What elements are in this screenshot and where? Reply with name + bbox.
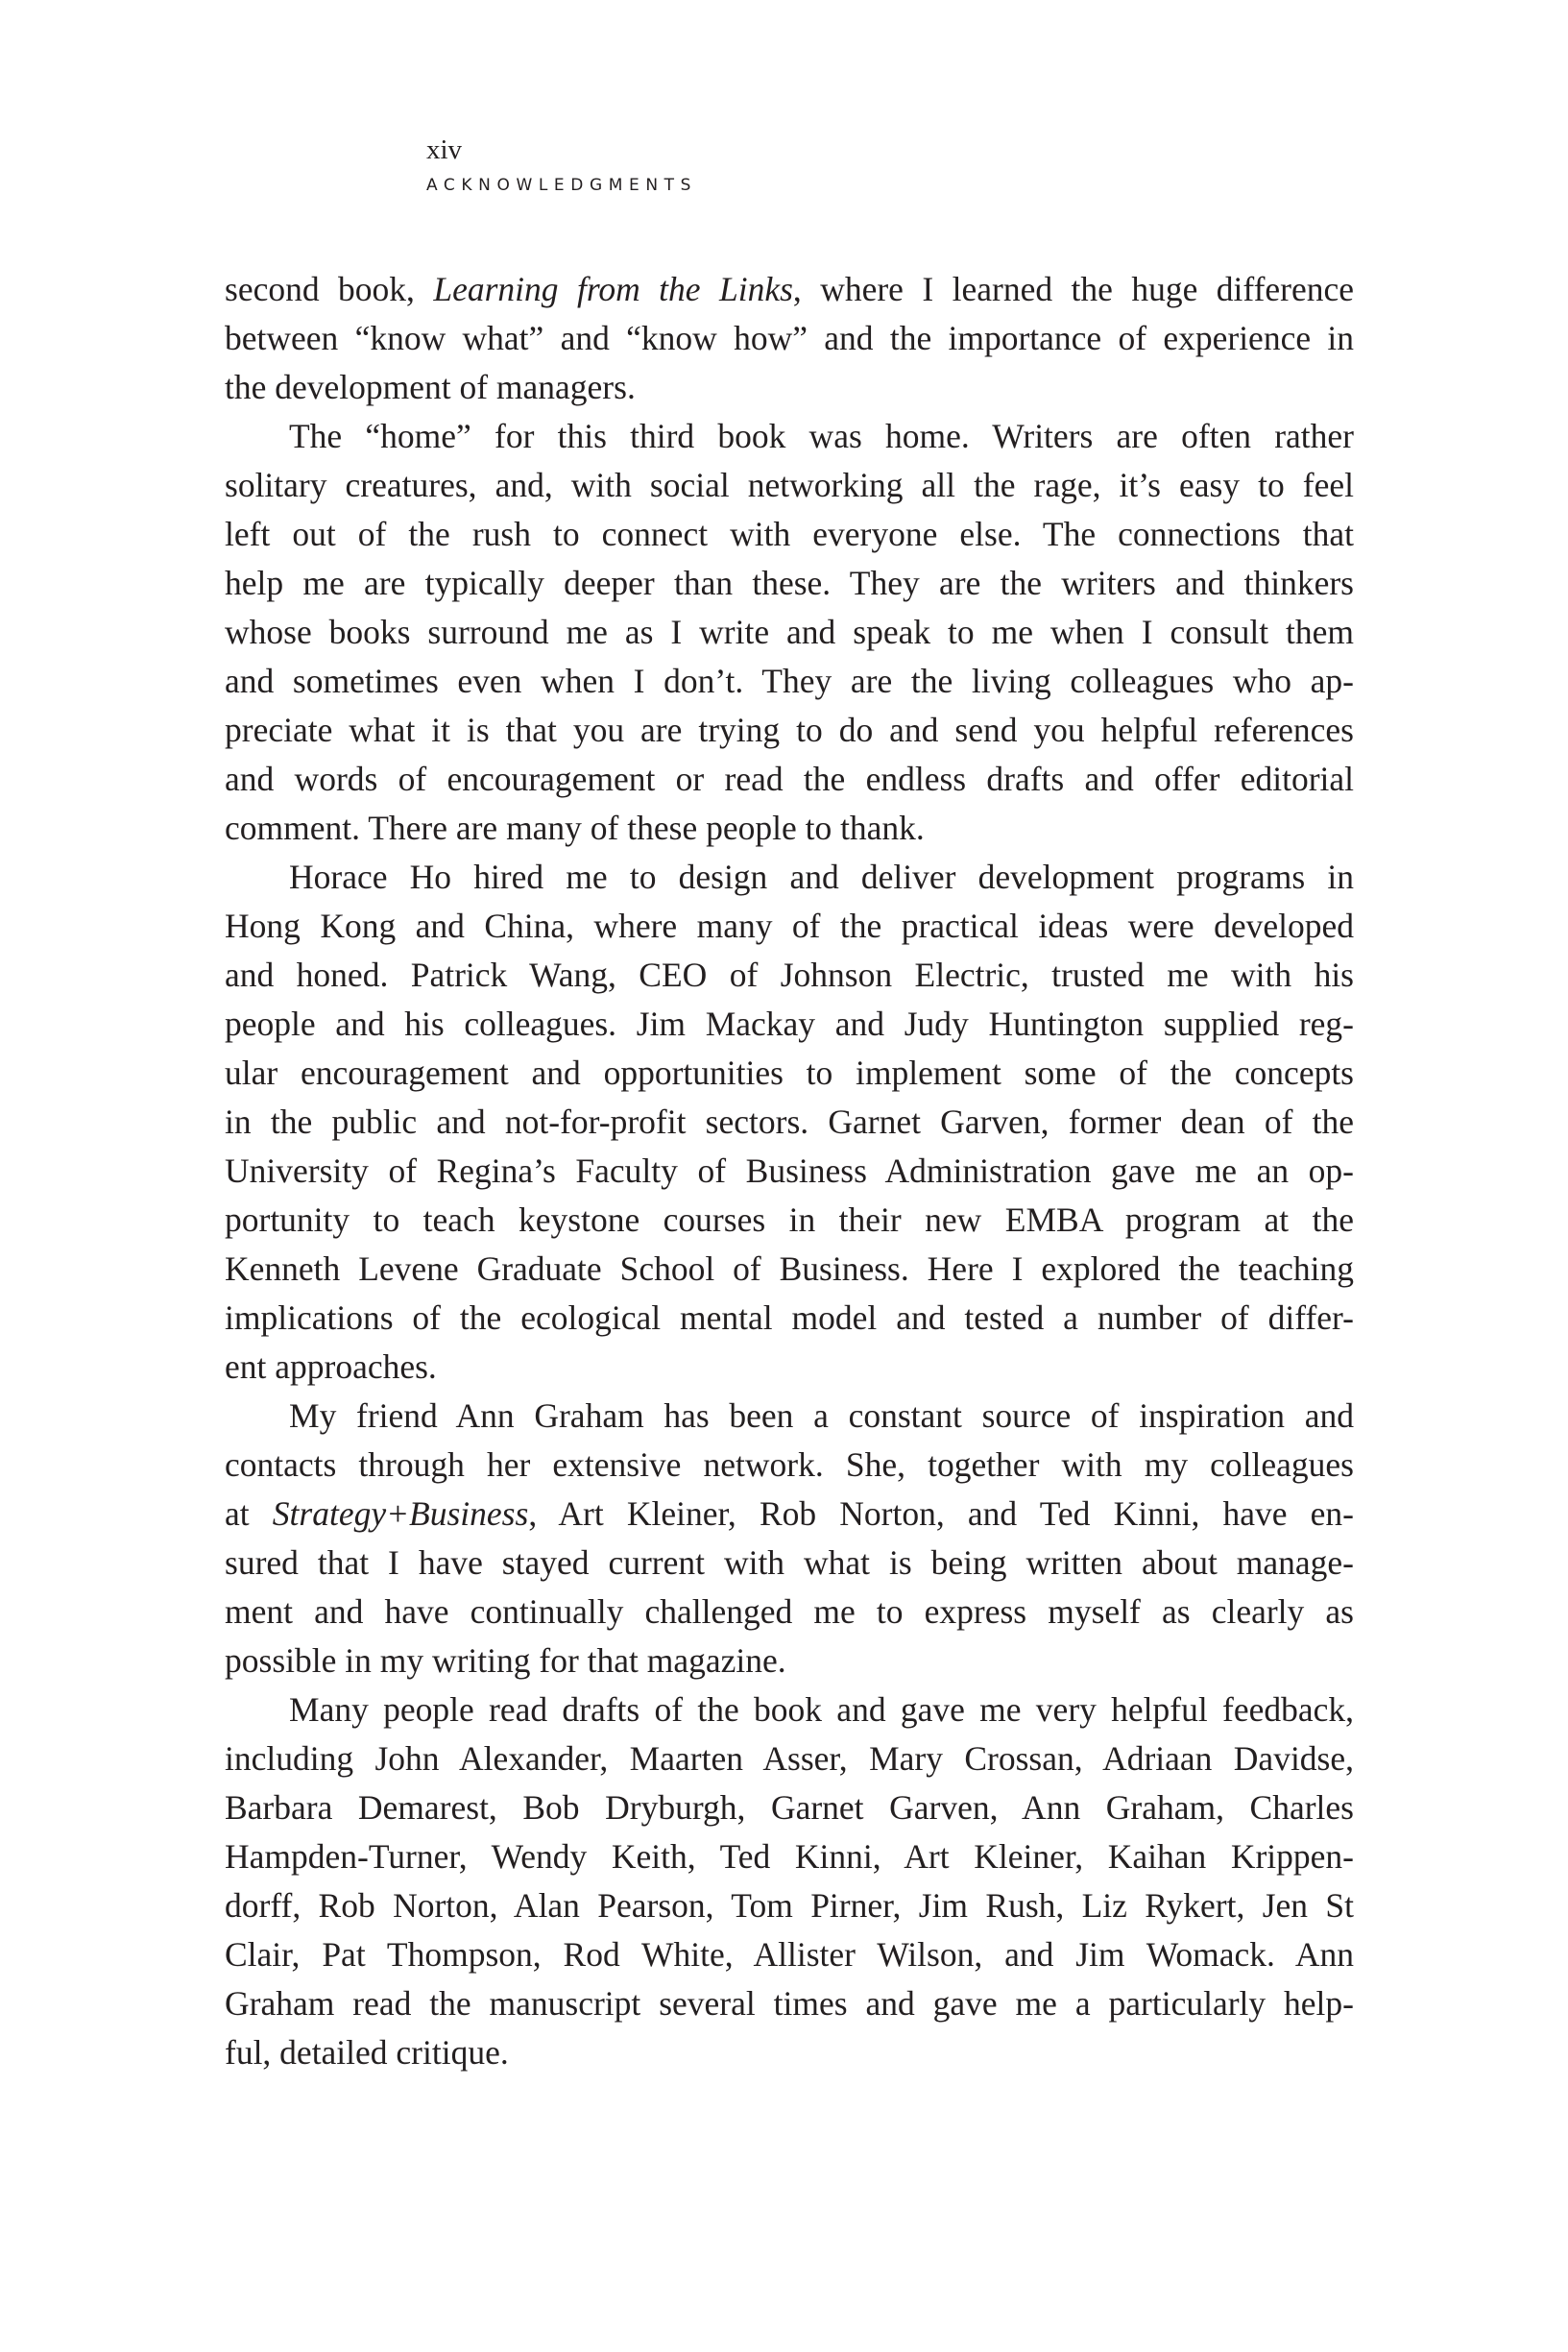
text-line xyxy=(225,412,1354,461)
text-line xyxy=(225,461,1354,510)
text-line xyxy=(225,706,1354,755)
text-run: between “know what” and “know how” and the importance of experience in xyxy=(225,319,1354,357)
text-line xyxy=(225,853,1354,902)
text-run: at xyxy=(225,1494,273,1533)
text-run: ent approaches. xyxy=(225,1347,437,1386)
text-run: University of Regina’s Faculty of Business Administration gave me an op- xyxy=(225,1152,1354,1190)
italic-title: Learning from the Links xyxy=(433,270,793,308)
text-line xyxy=(225,1588,1354,1637)
text-run: The “home” for this third book was home. Writers are often rather xyxy=(289,417,1354,455)
text-line xyxy=(225,1049,1354,1098)
text-line xyxy=(225,1441,1354,1490)
text-line xyxy=(225,657,1354,706)
text-run: and words of encouragement or read the endless drafts and offer editorial xyxy=(225,760,1354,798)
text-line xyxy=(225,1392,1354,1441)
text-line xyxy=(225,1294,1354,1343)
text-run: , Art Kleiner, Rob Norton, and Ted Kinni, have en- xyxy=(528,1494,1354,1533)
text-run: Graham read the manuscript several times and gave me a particularly help- xyxy=(225,1984,1354,2023)
text-line xyxy=(225,2028,1354,2077)
text-line xyxy=(225,1000,1354,1049)
italic-title: Strategy+Business xyxy=(272,1494,529,1533)
page-number: xiv xyxy=(426,134,463,165)
text-run: Horace Ho hired me to design and deliver development programs in xyxy=(289,858,1354,896)
text-line xyxy=(225,951,1354,1000)
text-line xyxy=(225,1490,1354,1539)
paragraph xyxy=(225,853,1354,1392)
text-line xyxy=(225,902,1354,951)
text-line xyxy=(225,1245,1354,1294)
text-run: ular encouragement and opportunities to implement some of the concepts xyxy=(225,1054,1354,1092)
text-line xyxy=(225,804,1354,853)
text-line xyxy=(225,1637,1354,1685)
text-run: comment. There are many of these people to thank. xyxy=(225,809,925,847)
text-line xyxy=(225,1783,1354,1832)
text-run: help me are typically deeper than these. They are the writers and thinkers xyxy=(225,564,1354,602)
text-run: solitary creatures, and, with social networking all the rage, it’s easy to feel xyxy=(225,466,1354,504)
text-run: ful, detailed critique. xyxy=(225,2033,509,2072)
text-run: Kenneth Levene Graduate School of Business. Here I explored the teaching xyxy=(225,1249,1354,1288)
text-run: Hong Kong and China, where many of the practical ideas were developed xyxy=(225,907,1354,945)
text-run: preciate what it is that you are trying to do and send you helpful references xyxy=(225,711,1354,749)
section-title: ACKNOWLEDGMENTS xyxy=(426,176,698,195)
text-run: the development of managers. xyxy=(225,368,636,406)
text-line xyxy=(225,510,1354,559)
paragraph xyxy=(225,1392,1354,1685)
text-line xyxy=(225,1343,1354,1392)
body-text xyxy=(225,265,1354,2077)
text-run: Barbara Demarest, Bob Dryburgh, Garnet Garven, Ann Graham, Charles xyxy=(225,1788,1354,1827)
text-run: and honed. Patrick Wang, CEO of Johnson Electric, trusted me with his xyxy=(225,956,1354,994)
paragraph xyxy=(225,265,1354,412)
paragraph xyxy=(225,1685,1354,2077)
text-run: dorff, Rob Norton, Alan Pearson, Tom Pirner, Jim Rush, Liz Rykert, Jen St xyxy=(225,1886,1354,1925)
text-run: including John Alexander, Maarten Asser, Mary Crossan, Adriaan Davidse, xyxy=(225,1739,1354,1778)
text-line xyxy=(225,1685,1354,1734)
text-run: and sometimes even when I don’t. They are the living colleagues who ap- xyxy=(225,662,1354,700)
text-line xyxy=(225,1196,1354,1245)
text-run: implications of the ecological mental model and tested a number of differ- xyxy=(225,1298,1354,1337)
text-line xyxy=(225,1098,1354,1147)
text-line xyxy=(225,1734,1354,1783)
text-line xyxy=(225,1881,1354,1930)
text-run: in the public and not-for-profit sectors. Garnet Garven, former dean of the xyxy=(225,1103,1354,1141)
text-line xyxy=(225,265,1354,314)
text-line xyxy=(225,559,1354,608)
text-run: whose books surround me as I write and speak to me when I consult them xyxy=(225,613,1354,651)
text-run: My friend Ann Graham has been a constant source of inspiration and xyxy=(289,1396,1354,1435)
text-line xyxy=(225,1832,1354,1881)
text-run: possible in my writing for that magazine. xyxy=(225,1641,786,1680)
text-line xyxy=(225,608,1354,657)
text-run: , where I learned the huge difference xyxy=(792,270,1354,308)
text-run: ment and have continually challenged me to express myself as clearly as xyxy=(225,1592,1354,1631)
text-run: people and his colleagues. Jim Mackay and Judy Huntington supplied reg- xyxy=(225,1005,1354,1043)
text-run: second book, xyxy=(225,270,434,308)
text-line xyxy=(225,1930,1354,1979)
text-run: sured that I have stayed current with what is being written about manage- xyxy=(225,1543,1354,1582)
text-line xyxy=(225,314,1354,363)
text-run: Many people read drafts of the book and gave me very helpful feedback, xyxy=(289,1690,1354,1729)
text-line xyxy=(225,1147,1354,1196)
text-line xyxy=(225,1539,1354,1588)
text-run: Clair, Pat Thompson, Rod White, Allister Wilson, and Jim Womack. Ann xyxy=(225,1935,1354,1974)
text-run: contacts through her extensive network. She, together with my colleagues xyxy=(225,1445,1354,1484)
text-line xyxy=(225,363,1354,412)
text-run: left out of the rush to connect with everyone else. The connections that xyxy=(225,515,1354,553)
paragraph xyxy=(225,412,1354,853)
text-line xyxy=(225,755,1354,804)
text-line xyxy=(225,1979,1354,2028)
text-run: Hampden-Turner, Wendy Keith, Ted Kinni, Art Kleiner, Kaihan Krippen- xyxy=(225,1837,1354,1876)
text-run: portunity to teach keystone courses in their new EMBA program at the xyxy=(225,1200,1354,1239)
running-head xyxy=(426,134,697,196)
